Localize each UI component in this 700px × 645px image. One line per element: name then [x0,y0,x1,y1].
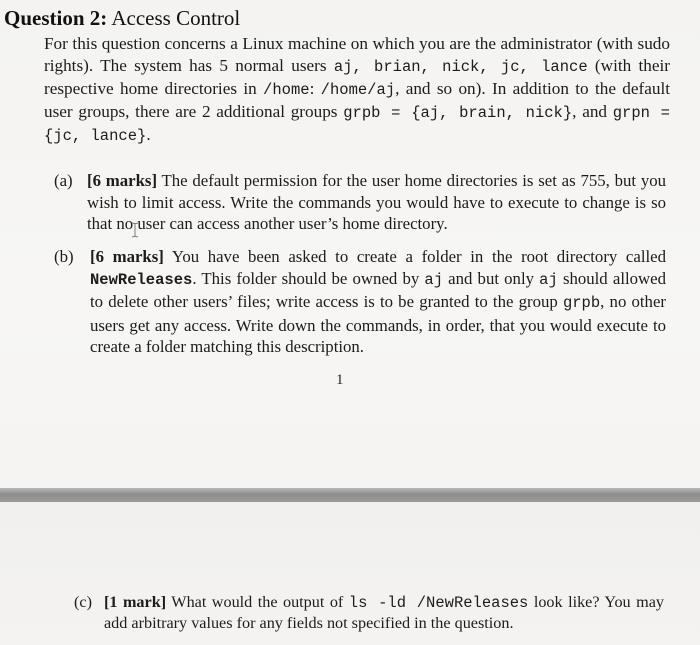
question-title [4,6,240,31]
part-b-body: . This folder should be owned by [192,268,425,288]
part-b-body: You have been asked to create a folder in the root directory called [163,247,666,266]
intro-grpb-def: grpb = [343,104,412,122]
part-a-text [87,170,666,235]
question-label: Question 2: [4,6,108,30]
part-a [54,170,666,235]
part-a-label: (a) [54,171,73,190]
part-b-owner: aj [424,270,443,289]
page-number: 1 [336,372,344,388]
intro-users: aj, brian, nick, jc, lance [333,58,588,76]
intro-grpn-members: {jc, lance} [44,127,147,145]
intro-text: . [146,125,151,144]
intro-home-example: /home/aj [320,81,396,99]
intro-grpb-members: {aj, brain, nick} [411,104,573,122]
part-c [74,592,664,633]
intro-text: , and so on). In addition to the default user groups, there are 2 additional groups [44,79,670,121]
text-cursor-icon [131,222,139,238]
intro-text: For this question concerns a Linux machine on which you are the administrator (with sudo rights). The system has 5 normal users [44,34,670,75]
part-a-body: The default permission for the user home directories is set as 755, but you wish to limit access. Write the commands you would have to execute to change is so that no user can access another user’s home directory. [87,171,666,233]
part-a-marks: [6 marks] [87,171,158,190]
part-c-text [104,592,664,633]
part-b-label: (b) [54,247,74,266]
part-b-body: , no other users get any access. Write down the commands, in order, that you would execute to create a folder matching this description. [90,292,666,356]
intro-text: , and [572,102,613,121]
part-c-body: look like? You may add arbitrary values for any fields not specified in the question. [104,593,664,632]
question-topic: Access Control [111,6,241,30]
question-intro [44,33,670,147]
part-b-group: grpb [562,294,601,312]
part-c-command: ls -ld /NewReleases [348,594,529,612]
part-b-folder-name: NewReleases [90,270,193,289]
part-b-owner: aj [539,270,558,289]
part-b-body: and but only [443,268,540,288]
part-b-text [90,246,666,358]
intro-text: (with their respective home directories in [44,56,670,98]
intro-home-path: /home [263,81,310,99]
part-c-body: What would the output of [166,593,349,611]
part-b-marks: [6 marks] [90,247,164,266]
part-c-marks: [1 mark] [104,593,167,611]
intro-text: : [309,79,321,98]
part-b [54,246,666,358]
page-break-band [0,488,700,502]
intro-grpn-def: grpn = [612,104,670,122]
part-c-label: (c) [74,593,92,611]
part-b-body: should allowed to delete other users’ files; write access is to be granted to the group [90,268,666,311]
